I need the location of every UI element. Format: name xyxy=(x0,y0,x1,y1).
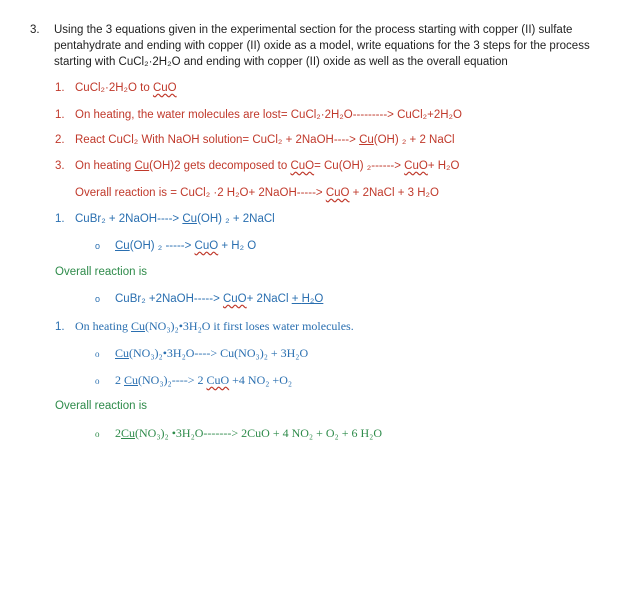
section3-overall: o 2Cu(NO₃)₂ •3H₂O-------> 2CuO + 4 NO₂ + O₂ + 6 H₂O xyxy=(95,426,383,440)
section1-step2: 2. React CuCl₂ With NaOH solution= CuCl₂ + 2NaOH----> Cu(OH) ₂ + 2 NaCl xyxy=(55,134,455,146)
section2-bullet1: o Cu(OH) ₂ -----> CuO + H₂ O xyxy=(95,240,257,252)
section3-bullet1: o Cu(NO₃)₂•3H₂O----> Cu(NO₃)₂ + 3H₂O xyxy=(95,346,309,360)
section1-title: 1. CuCl₂·2H₂O to CuO xyxy=(55,82,177,94)
section1-overall: Overall reaction is = CuCl₂ ·2 H₂O+ 2NaOH-----> CuO + 2NaCl + 3 H₂O xyxy=(75,187,439,199)
section2-overall: o CuBr₂ +2NaOH-----> CuO+ 2NaCl + H₂O xyxy=(95,293,324,305)
section1-step1: 1. On heating, the water molecules are lost= CuCl₂·2H₂O---------> CuCl₂+2H₂O xyxy=(55,109,462,121)
bullet-icon: o xyxy=(95,294,101,304)
section3-overall-label: Overall reaction is xyxy=(55,400,148,412)
bullet-icon: o xyxy=(95,241,101,251)
bullet-icon: o xyxy=(95,349,100,359)
section1-step3: 3. On heating Cu(OH)2 gets decomposed to CuO= Cu(OH) ₂------> CuO+ H₂O xyxy=(55,160,460,172)
section3-line1: 1. On heating Cu(NO₃)₂•3H₂O it first loses water molecules. xyxy=(55,319,354,333)
bullet-icon: o xyxy=(95,429,100,439)
question-number: 3. xyxy=(30,24,40,36)
section2-line1: 1. CuBr₂ + 2NaOH----> Cu(OH) ₂ + 2NaCl xyxy=(55,213,275,225)
section2-overall-label: Overall reaction is xyxy=(55,266,148,278)
bullet-icon: o xyxy=(95,376,100,386)
section3-bullet2: o 2 Cu(NO₃)₂----> 2 CuO +4 NO₂ +O₂ xyxy=(95,373,293,387)
question-text: Using the 3 equations given in the experimental section for the process starting with copper (II) sulfate pentahydrate and ending with copper (II) oxide as a model, write equations for the 3 steps for the process starting with CuCl₂·2H₂O and ending with copper (II) oxide as well as the overall equation xyxy=(54,24,590,68)
